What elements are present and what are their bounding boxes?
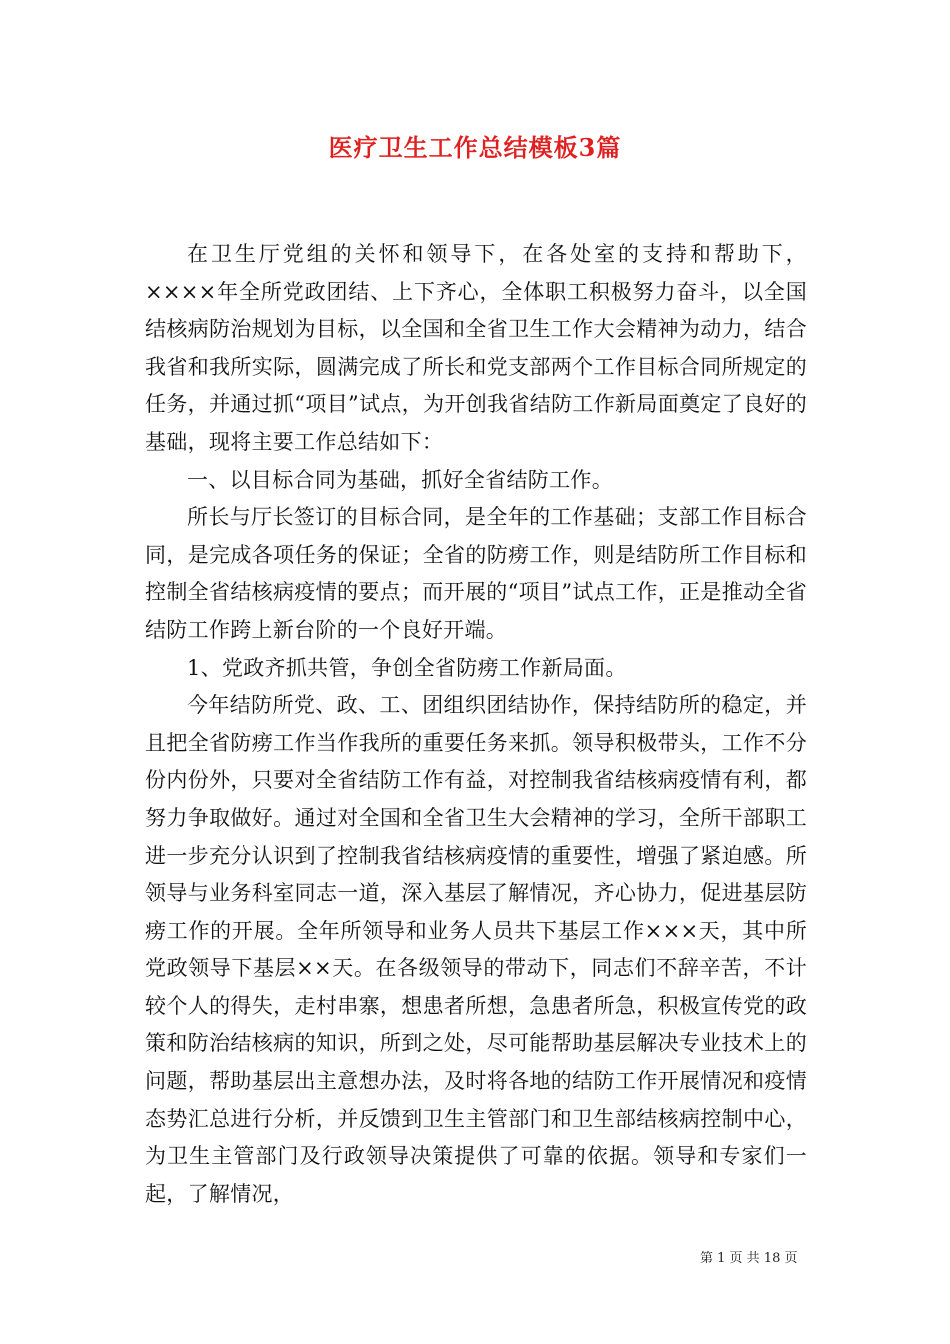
subsection-heading-1: 1、党政齐抓共管，争创全省防痨工作新局面。 bbox=[187, 655, 627, 680]
paragraph-section-1: 所长与厅长签订的目标合同，是全年的工作基础；支部工作目标合同，是完成各项任务的保证；全省的防痨工作，则是结防所工作目标和控制全省结核病疫情的要点；而开展的“项目”试点工作，正是推动全省结防工作跨上新台阶的一个良好开端。 bbox=[145, 505, 807, 642]
paragraph-subsection-1: 今年结防所党、政、工、团组织团结协作，保持结防所的稳定，并且把全省防痨工作当作我所的重要任务来抓。领导积极带头，工作不分份内份外，只要对全省结防工作有益，对控制我省结核病疫情有利，都努力争取做好。通过对全国和全省卫生大会精神的学习，全所干部职工进一步充分认识到了控制我省结核病疫情的重要性，增强了紧迫感。所领导与业务科室同志一道，深入基层了解情况，齐心协力，促进基层防痨工作的开展。全年所领导和业务人员共下基层工作×××天，其中所党政领导下基层××天。在各级领导的带动下，同志们不辞辛苦，不计较个人的得失，走村串寨，想患者所想，急患者所急，积极宣传党的政策和防治结核病的知识，所到之处，尽可能帮助基层解决专业技术上的问题，帮助基层出主意想办法，及时将各地的结防工作开展情况和疫情态势汇总进行分析，并反馈到卫生主管部门和卫生部结核病控制中心，为卫生主管部门及行政领导决策提供了可靠的依据。领导和专家们一起，了解情况， bbox=[145, 693, 807, 1206]
page-number-footer: 第 1 页 共 18 页 bbox=[700, 1251, 798, 1266]
section-heading-1: 一、以目标合同为基础，抓好全省结防工作。 bbox=[187, 467, 613, 492]
paragraph-intro: 在卫生厅党组的关怀和领导下，在各处室的支持和帮助下，××××年全所党政团结、上下齐心，全体职工积极努力奋斗，以全国结核病防治规划为目标，以全国和全省卫生工作大会精神为动力，结合我省和我所实际，圆满完成了所长和党支部两个工作目标合同所规定的任务，并通过抓“项目”试点，为开创我省结防工作新局面奠定了良好的基础，现将主要工作总结如下： bbox=[145, 242, 807, 454]
document-title: 医疗卫生工作总结模板3篇 bbox=[328, 133, 622, 162]
document-body bbox=[145, 236, 807, 1213]
